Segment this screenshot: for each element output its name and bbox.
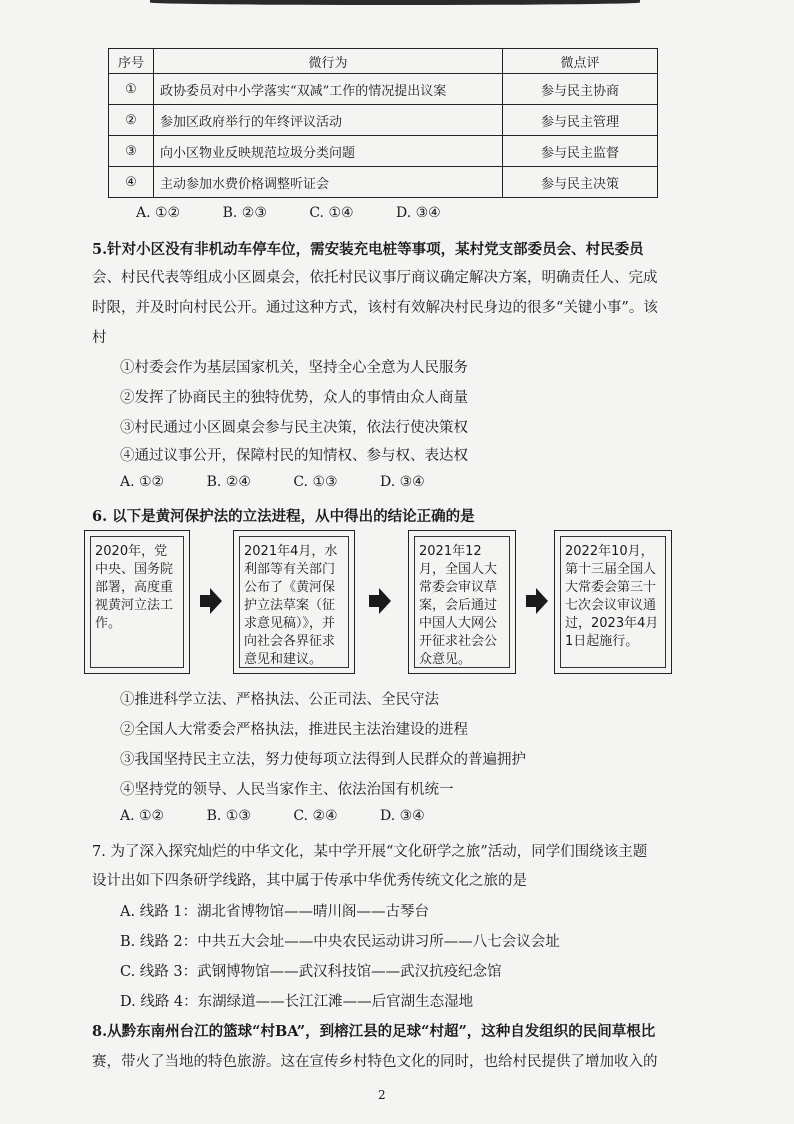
q7-option: C. 线路 3：武钢博物馆——武汉科技馆——武汉抗疫纪念馆: [120, 964, 502, 980]
right-arrow-icon: [526, 588, 548, 614]
option-d: D. ③④: [380, 808, 425, 824]
flow-step-text: 2021年12月，全国人大常委会审议草案，会后通过中国人大网公开征求社会公众意见。: [414, 536, 510, 668]
flow-step-text: 2022年10月，第十三届全国人大常委会第三十七次会议审议通过，2023年4月1日起施行。: [560, 536, 666, 668]
option-b: B. ②③: [222, 205, 267, 221]
q5-stem-line: 会、村民代表等组成小区圆桌会，依托村民议事厅商议确定解决方案，明确责任人、完成: [92, 270, 658, 286]
table-cell: ②: [109, 105, 154, 136]
q5-stem-line: 5.针对小区没有非机动车停车位，需安装充电桩等事项，某村党支部委员会、村民委员: [92, 241, 644, 258]
option-a: A. ①②: [120, 808, 165, 824]
q6-options: [120, 808, 463, 824]
table-header: 微点评: [503, 49, 658, 74]
option-d: D. ③④: [396, 205, 441, 221]
table-header: 序号: [109, 49, 154, 74]
table-cell: 向小区物业反映规范垃圾分类问题: [154, 136, 503, 167]
table-cell: ④: [109, 167, 154, 198]
option-a: A. ①②: [136, 205, 181, 221]
q5-statement: ③村民通过小区圆桌会参与民主决策，依法行使决策权: [120, 420, 468, 436]
option-c: C. ①④: [309, 205, 354, 221]
table-cell: 参与民主管理: [503, 105, 658, 136]
q7-option: B. 线路 2：中共五大会址——中央农民运动讲习所——八七会议会址: [120, 934, 560, 950]
q5-stem-line: 时限，并及时向村民公开。通过这种方式，该村有效解决村民身边的很多“关键小事”。该: [92, 300, 658, 316]
table-cell: 参与民主决策: [503, 167, 658, 198]
flow-step-text: 2020年，党中央、国务院部署，高度重视黄河立法工作。: [90, 536, 184, 668]
q5-statement: ①村委会作为基层国家机关，坚持全心全意为人民服务: [120, 360, 468, 376]
q7-stem-line: 设计出如下四条研学线路，其中属于传承中华优秀传统文化之旅的是: [92, 873, 527, 889]
q7-stem-line: 7. 为了深入探究灿烂的中华文化，某中学开展“文化研学之旅”活动，同学们围绕该主题: [92, 844, 648, 860]
flow-step-text: 2021年4月，水利部等有关部门公布了《黄河保护立法草案（征求意见稿）》，并向社会各界征求意见和建议。: [239, 536, 349, 668]
page-number: 2: [378, 1088, 386, 1102]
option-a: A. ①②: [120, 474, 165, 490]
q8-stem-line: 8.从黔东南州台江的篮球“村BA”，到榕江县的足球“村超”，这种自发组织的民间草根比: [92, 1023, 656, 1040]
q4-options: [136, 205, 479, 221]
option-b: B. ②④: [206, 474, 251, 490]
q5-statement: ④通过议事公开，保障村民的知情权、参与权、表达权: [120, 448, 468, 464]
table-row: [109, 167, 658, 198]
table-cell: 参与民主协商: [503, 74, 658, 105]
table-header-row: [109, 49, 658, 74]
flow-step-box: [233, 530, 355, 674]
legislation-flowchart: [84, 530, 674, 676]
table-row: [109, 74, 658, 105]
q5-statement: ②发挥了协商民主的独特优势，众人的事情由众人商量: [120, 390, 468, 406]
right-arrow-icon: [200, 588, 222, 614]
table-cell: 政协委员对中小学落实“双减”工作的情况提出议案: [154, 74, 503, 105]
table-cell: ③: [109, 136, 154, 167]
option-c: C. ②④: [293, 808, 338, 824]
q7-option: A. 线路 1：湖北省博物馆——晴川阁——古琴台: [120, 904, 430, 920]
table-cell: 主动参加水费价格调整听证会: [154, 167, 503, 198]
option-b: B. ①③: [206, 808, 251, 824]
q6-statement: ②全国人大常委会严格执法，推进民主法治建设的进程: [120, 722, 468, 738]
flow-step-box: [84, 530, 190, 674]
q8-stem-line: 赛，带火了当地的特色旅游。这在宣传乡村特色文化的同时，也给村民提供了增加收入的: [92, 1054, 658, 1070]
table-row: [109, 105, 658, 136]
behavior-table: [108, 48, 658, 198]
q5-stem-line: 村: [92, 330, 107, 346]
table-cell: ①: [109, 74, 154, 105]
q6-statement: ③我国坚持民主立法，努力使每项立法得到人民群众的普遍拥护: [120, 752, 526, 768]
option-d: D. ③④: [380, 474, 425, 490]
table-cell: 参与民主监督: [503, 136, 658, 167]
table-cell: 参加区政府举行的年终评议活动: [154, 105, 503, 136]
flow-step-box: [408, 530, 516, 674]
option-c: C. ①③: [293, 474, 338, 490]
q6-statement: ①推进科学立法、严格执法、公正司法、全民守法: [120, 692, 439, 708]
right-arrow-icon: [369, 588, 391, 614]
scan-edge-mark: [150, 0, 640, 5]
q7-option: D. 线路 4：东湖绿道——长江江滩——后官湖生态湿地: [120, 994, 474, 1010]
q5-options: [120, 474, 463, 490]
flow-step-box: [554, 530, 672, 674]
q6-stem: 6. 以下是黄河保护法的立法进程，从中得出的结论正确的是: [92, 508, 475, 525]
table-header: 微行为: [154, 49, 503, 74]
table-row: [109, 136, 658, 167]
q6-statement: ④坚持党的领导、人民当家作主、依法治国有机统一: [120, 782, 454, 798]
